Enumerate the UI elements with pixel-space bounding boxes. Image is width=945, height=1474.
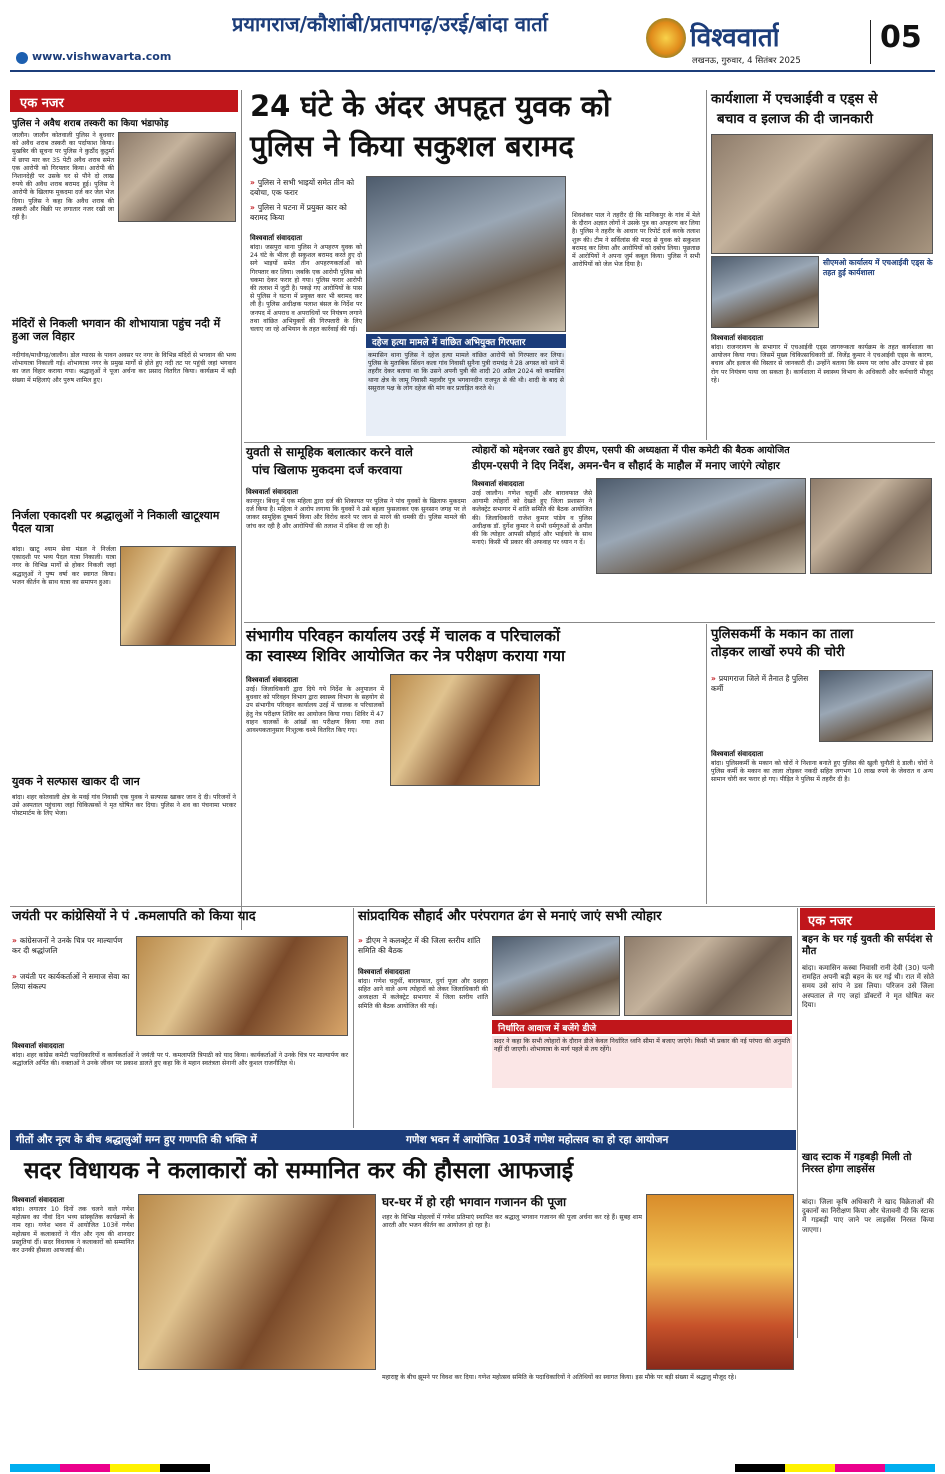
workshop-photo: [711, 134, 933, 254]
lead-headline-1: 24 घंटे के अंदर अपहृत युवक को: [250, 89, 611, 123]
aids-caption: सीएमओ कार्यालय में एचआईवी एड्स के तहत हुई कार्यशाला: [823, 258, 933, 277]
ganesh-story: [10, 1192, 796, 1458]
sulphas-story-title: युवक ने सल्फास खाकर दी जान: [12, 775, 140, 788]
transport-body: उरई। जिलाधिकारी द्वारा दिये गये निर्देश के अनुपालन में बुधवार को परिवहन विभाग द्वारा स्वास्थ्य विभाग के सहयोग से उप संभागीय परिवहन कार्यालय उरई में चालक व परिचालकों हेतु नेत्र परीक्षण शिविर का आयोजन किया गया। शिविर में 47 वाहन चालकों के आंखों का परीक्षण किया गया तथा आवश्यकतानुसार निःशुल्क चश्मे वितरित किए गए।: [246, 686, 384, 734]
lead-story: [244, 88, 704, 440]
procession-story-body: नदीगांव/माधौगढ़/जालौन। डोल ग्यारस के पावन अवसर पर नगर के विभिन्न मंदिरों से भगवान की भव्य शोभायात्रा निकाली गई। शोभायात्रा नगर के प्रमुख मार्गों से होते हुए नदी तट पर पहुंची जहां भगवान का जल विहार कराया गया। श्रद्धालुओं ने पूजा अर्चना कर प्रसाद वितरित किया। कार्यक्रम में बड़ी संख्या में महिलाएं और पुरुष शामिल हुए।: [12, 352, 236, 384]
peace-byline: विश्ववार्ता संवाददाता: [472, 480, 525, 488]
transport-headline-1: संभागीय परिवहन कार्यालय उरई में चालक व परिचालकों: [246, 627, 560, 645]
col-divider-2: [706, 90, 707, 440]
fertilizer-body: बांदा। जिला कृषि अधिकारी ने खाद विक्रेताओं की दुकानों का निरीक्षण किया और चेतावनी दी कि स्टाक में गड़बड़ी पाए जाने पर लाइसेंस निरस्त किया जाएगा।: [802, 1198, 934, 1234]
col-divider-3: [706, 624, 707, 904]
dj-callout-body: सदर ने कहा कि सभी त्योहारों के दौरान डीजे केवल निर्धारित ध्वनि सीमा में बजाए जाएंगे। किसी भी प्रकार की नई परंपरा की अनुमति नहीं दी जाएगी। शोभायात्रा के मार्ग पहले से तय रहेंगे।: [492, 1036, 792, 1088]
aids-story: [709, 88, 935, 440]
website-link[interactable]: www.vishwavarta.com: [32, 50, 172, 63]
congress-tribute-photo: [136, 936, 348, 1036]
brand-logo: [646, 18, 686, 58]
rape-body: कानपुर। बिधनू में एक महिला द्वारा दर्ज की शिकायत पर पुलिस ने पांच युवकों के खिलाफ मुकदमा दर्ज किया है। महिला ने आरोप लगाया कि युवकों ने उसे बहला फुसलाकर एक सुनसान जगह पर ले जाकर सामूहिक दुष्कर्म किया और विरोध करने पर जान से मारने की धमकी दी। पुलिस मामले की जांच कर रही है और आरोपियों की तलाश में दबिश दी जा रही है।: [246, 498, 466, 530]
aids-body: बांदा। राजनरायण के सभागार में एचआईवी एड्स जागरूकता कार्यक्रम के तहत कार्यशाला का आयोजन किया गया। जिसमें मुख्य चिकित्साधिकारी डॉ. विजेंद्र कुमार ने एचआईवी एड्स के कारण, बचाव और इलाज की विस्तार से जानकारी दी। उन्होंने बताया कि समय पर जांच और उपचार से इस रोग पर नियंत्रण पाया जा सकता है। कार्यशाला में स्वास्थ्य विभाग के अधिकारी और कर्मचारी मौजूद रहे।: [711, 344, 933, 384]
globe-icon: [16, 52, 28, 64]
dj-callout-title: निर्धारित आवाज में बजेंगे डीजे: [492, 1020, 792, 1034]
peace-meeting-photo-2: [810, 478, 932, 574]
sulphas-story-body: बांदा। शहर कोतवाली क्षेत्र के मवई गांव निवासी एक युवक ने सल्फास खाकर जान दे दी। परिजनों ने उसे अस्पताल पहुंचाया जहां चिकित्सकों ने मृत घोषित कर दिया। पुलिस ने शव का पंचनामा भरकर पोस्टमार्टम के लिए भेजा।: [12, 794, 236, 818]
theft-body: बांदा। पुलिसकर्मी के मकान को चोरों ने निशाना बनाते हुए पुलिस की खुली चुनौती दे डाली। चोरों ने पुलिस कर्मी के मकान का ताला तोड़कर नकदी सहित लगभग 10 लाख रुपये के जेवरात व अन्य सामान चोरी कर फरार हो गए। पीड़ित ने पुलिस में तहरीर दी है।: [711, 760, 933, 784]
dateline: लखनऊ, गुरुवार, 4 सितंबर 2025: [692, 56, 801, 66]
fertilizer-title: खाद स्टाक में गड़बड़ी मिली तो निरस्त होगा लाइसेंस: [802, 1152, 912, 1175]
congress-story: [10, 908, 350, 1128]
rape-story: [244, 444, 466, 620]
lead-byline: विश्ववार्ता संवाददाता: [250, 234, 303, 242]
arrest-photo: [366, 176, 566, 332]
col-divider-1: [241, 90, 242, 930]
theft-headline-1: पुलिसकर्मी के मकान का ताला: [711, 627, 854, 642]
ganesh-headline: सदर विधायक ने कलाकारों को सम्मानित कर की हौसला आफजाई: [24, 1158, 574, 1184]
artists-photo: [138, 1194, 376, 1370]
page-number: 05: [880, 20, 922, 55]
theft-bullet: » प्रयागराज जिले में तैनात है पुलिस कर्मी: [711, 674, 815, 694]
ek-nazar-2: [800, 908, 935, 1358]
theft-headline-2: तोड़कर लाखों रुपये की चोरी: [711, 645, 845, 660]
snakebite-title: बहन के घर गई युवती की सर्पदंश से मौत: [802, 934, 933, 957]
congress-body: बांदा। शहर कांग्रेस कमेटी पदाधिकारियों व कार्यकर्ताओं ने जयंती पर पं. कमलापति त्रिपाठी को याद किया। कार्यकर्ताओं ने उनके चित्र पर माल्यार्पण कर श्रद्धांजलि अर्पित की। वक्ताओं ने उनके जीवन पर प्रकाश डालते हुए कहा कि वे महान स्वतंत्रता सेनानी और कुशल राजनीतिज्ञ थे।: [12, 1052, 348, 1068]
row-rule-2: [244, 622, 935, 623]
transport-headline-2: का स्वास्थ्य शिविर आयोजित कर नेत्र परीक्षण कराया गया: [246, 647, 566, 665]
left-column: [10, 90, 238, 930]
snakebite-body: बांदा। कमासिन कस्बा निवासी रानी देवी (30) पत्नी रामहित अपनी बड़ी बहन के घर गई थी। रात में सोते समय उसे सांप ने डस लिया। परिजन उसे जिला अस्पताल ले गए जहां डॉक्टरों ने मृत घोषित कर दिया।: [802, 964, 934, 1009]
congress-bullet-2: » जयंती पर कार्यकर्ताओं ने समाज सेवा का लिया संकल्प: [12, 972, 132, 992]
harmony-photo-2: [624, 936, 792, 1016]
transport-story: [244, 624, 704, 904]
liquor-story-body: जालौन। जालौन कोतवाली पुलिस ने बुधवार को अवैध शराब तस्करी का पर्दाफाश किया। मुखबिर की सूचना पर पुलिस ने कुठौंद कुठुर्मा में छापा मार कर 35 पेटी अवैध शराब समेत एक आरोपी को गिरफ्तार किया। आरोपी की निशानदेही पर उसके घर से पौने दो लाख रुपये की अवैध शराब बरामद हुई। पुलिस ने आरोपी के खिलाफ मुकदमा दर्ज कर जेल भेज दिया। पुलिस ने कहा कि अवैध शराब की तस्करी और बिक्री पर लगातार नजर रखी जा रही है।: [12, 132, 114, 221]
logo-text: विश्ववार्ता: [690, 23, 780, 53]
dowry-caption: दहेज हत्या मामले में वांछित अभियुक्त गिरफ्तार: [366, 334, 566, 348]
workshop-photo-inset: [711, 256, 819, 328]
ganesh-sub-body: शहर के विभिन्न मोहल्लों में गणेश प्रतिमाएं स्थापित कर श्रद्धालु भगवान गजानन की पूजा अर्चना कर रहे हैं। सुबह शाम आरती और भजन कीर्तन का आयोजन हो रहा है।: [382, 1214, 642, 1230]
harmony-meeting-photo: [492, 936, 620, 1016]
lead-bullet-2: » पुलिस ने घटना में प्रयुक्त कार को बरामद किया: [250, 203, 360, 223]
lead-body: बांदा। जसपुरा थाना पुलिस ने अपहरण युवक को 24 घंटे के भीतर ही सकुशल बरामद करते हुए दो सगे भाइयों समेत तीन अपहरणकर्ताओं को गिरफ्तार कर लिया। जबकि एक आरोपी पुलिस को चकमा देकर फरार हो गया। पुलिस फरार आरोपी की तलाश में जुटी है। पकड़े गए आरोपियों के पास से पुलिस ने घटना में प्रयुक्त कार भी बरामद कर ली है। पुलिस अधीक्षक पलाश बंसल के निर्देश पर जनपद में अपराध व अपराधियों पर नियंत्रण लगाने तथा वांछित अभियुक्तों की गिरफ्तारी के लिए चलाए जा रहे अभियान के तहत कार्रवाई की गई।: [250, 244, 362, 333]
congress-bullet-1: » कांग्रेसजनों ने उनके चित्र पर माल्यार्पण कर दी श्रद्धांजलि: [12, 936, 132, 956]
procession-story-title: मंदिरों से निकली भगवान की शोभायात्रा पहुंच नदी में हुआ जल विहार: [12, 317, 221, 343]
lead-bullet-1: » पुलिस ने सभी भाइयों समेत तीन को दबोचा, एक फरार: [250, 178, 360, 198]
page-divider: [870, 20, 871, 64]
dowry-caption-body: कमासिन थाना पुलिस ने दहेज हत्या मामले वांछित आरोपी को गिरफ्तार कर लिया। पुलिस के मुताबिक सिंधन कला गांव निवासी सुनैना पुत्री रामचंद्र ने 28 अगस्त को थाने में तहरीर देकर बताया था कि उसने अपनी पुत्री की शादी 20 अप्रैल 2024 को कमासिन थाना क्षेत्र के जामू निवासी महावीर पुत्र भगवानदीन राजपूत से की थी। शादी के बाद से ससुराल पक्ष के लोग दहेज की मांग कर प्रताड़ित करते थे।: [366, 350, 566, 436]
aids-headline-1: कार्यशाला में एचआईवी व एड्स से: [711, 91, 878, 107]
rape-headline-2: पांच खिलाफ मुकदमा दर्ज करवाया: [252, 463, 402, 477]
registration-strip-left: [10, 1464, 210, 1472]
row-rule-1: [244, 442, 935, 443]
lead-headline-2: पुलिस ने किया सकुशल बरामद: [250, 129, 574, 163]
ganesh-strip: [10, 1130, 796, 1150]
liquor-seizure-photo: [118, 132, 236, 222]
ganesh-subheadline: घर-घर में हो रही भगवान गजानन की पूजा: [382, 1195, 567, 1209]
khatushyam-story-body: बांदा। खाटू श्याम सेवा मंडल ने निर्जला एकादशी पर भव्य पैदल यात्रा निकाली। यात्रा नगर के विभिन्न मार्गों से होकर निकली जहां श्रद्धालुओं ने पुष्प वर्षा कर स्वागत किया। भजन कीर्तन के साथ यात्रा का समापन हुआ।: [12, 546, 116, 586]
peace-headline-1: त्योहारों को मद्देनजर रखते हुए डीएम, एसपी की अध्यक्षता में पीस कमेटी की बैठक आयोजित: [472, 445, 790, 456]
theft-photo: [819, 670, 933, 742]
header-rule: [10, 70, 935, 72]
ganesh-right-body: महाराष्ट्र के बीच झूमने पर विवश कर दिया। गणेश महोत्सव समिति के पदाधिकारियों ने अतिथियों का स्वागत किया। इस मौके पर बड़ी संख्या में श्रद्धालु मौजूद रहे।: [382, 1374, 737, 1381]
ek-nazar-label: एक नजर: [10, 90, 238, 112]
congress-byline: विश्ववार्ता संवाददाता: [12, 1042, 65, 1050]
ganesh-byline: विश्ववार्ता संवाददाता: [12, 1196, 65, 1204]
harmony-story: [356, 908, 794, 1128]
harmony-byline: विश्ववार्ता संवाददाता: [358, 968, 411, 976]
masthead: [0, 0, 945, 72]
ganesh-idol-photo: [646, 1194, 794, 1370]
health-camp-photo: [390, 674, 540, 786]
peace-body: उरई जालौन। गणेश चतुर्थी और बारावफात जैसे आगामी त्योहारों को देखते हुए जिला प्रशासन ने कलेक्ट्रेट सभागार में शांति समिति की बैठक आयोजित की। जिलाधिकारी राजेश कुमार पांडेय व पुलिस अधीक्षक डॉ. दुर्गेश कुमार ने सभी धर्मगुरुओं से अपील की कि त्योहार आपसी सौहार्द और भाईचारे के साथ मनाएं। किसी भी प्रकार की अफवाह पर ध्यान न दें।: [472, 490, 592, 547]
harmony-body: बांदा। गणेश चतुर्थी, बारावफात, दुर्गा पूजा और दशहरा सहित आने वाले अन्य त्योहारों को लेकर जिलाधिकारी की अध्यक्षता में कलेक्ट्रेट सभागार में जिला स्तरीय शांति समिति की बैठक आयोजित की गई।: [358, 978, 488, 1010]
transport-byline: विश्ववार्ता संवाददाता: [246, 676, 299, 684]
peace-headline-2: डीएम-एसपी ने दिए निर्देश, अमन-चैन व सौहार्द के माहौल में मनाए जाएंगे त्योहार: [472, 460, 780, 472]
harmony-headline: सांप्रदायिक सौहार्द और परंपरागत ढंग से मनाएं जाएं सभी त्योहार: [358, 909, 662, 924]
peace-meeting-photo: [596, 478, 806, 574]
khatushyam-photo: [120, 546, 236, 646]
aids-headline-2: बचाव व इलाज की दी जानकारी: [717, 111, 874, 127]
ganesh-body: बांदा। लगातार 10 दिनों तक चलने वाले गणेश महोत्सव का नौवां दिन भव्य सांस्कृतिक कार्यक्रमों के नाम रहा। गणेश भवन में आयोजित 103वें गणेश महोत्सव में कलाकारों ने गीत और नृत्य की शानदार प्रस्तुतियां दीं। सदर विधायक ने कलाकारों को सम्मानित कर उनकी हौसला आफजाई की।: [12, 1206, 134, 1254]
rape-headline-1: युवती से सामूहिक बलात्कार करने वाले: [246, 445, 413, 459]
ek-nazar-2-label: एक नजर: [800, 908, 935, 930]
peace-story: [470, 444, 935, 620]
col-divider-5: [797, 908, 798, 1338]
khatushyam-story-title: निर्जला एकादशी पर श्रद्धालुओं ने निकाली खाटूश्याम पैदल यात्रा: [12, 509, 220, 535]
col-divider-4: [353, 908, 354, 1128]
section-title: प्रयागराज/कौशांबी/प्रतापगढ़/उरई/बांदा वार्ता: [232, 12, 548, 36]
theft-byline: विश्ववार्ता संवाददाता: [711, 750, 764, 758]
strip-right-text: गणेश भवन में आयोजित 103वें गणेश महोत्सव का हो रहा आयोजन: [406, 1134, 669, 1146]
liquor-story-title: पुलिस ने अवैध शराब तस्करी का किया भंडाफोड़: [12, 119, 169, 129]
harmony-bullet: » डीएम ने कलक्ट्रेट में की जिला स्तरीय शांति समिति की बैठक: [358, 936, 488, 956]
congress-headline: जयंती पर कांग्रेसियों ने पं .कमलापति को किया याद: [12, 909, 256, 924]
aids-byline: विश्ववार्ता संवाददाता: [711, 334, 764, 342]
row-rule-3: [10, 906, 935, 907]
rape-byline: विश्ववार्ता संवाददाता: [246, 488, 299, 496]
strip-left-text: गीतों और नृत्य के बीच श्रद्धालुओं मग्न हुए गणपति की भक्ति में: [16, 1134, 257, 1146]
theft-story: [709, 624, 935, 904]
registration-strip-right: [735, 1464, 935, 1472]
lead-col3-body: शिवशंकर पाल ने तहरीर दी कि मानिकपुर के गांव में मेले के दौरान अज्ञात लोगों ने उसके पुत्र का अपहरण कर लिया है। पुलिस ने तहरीर के आधार पर रिपोर्ट दर्ज करके तलाश शुरू की। टीम ने सर्विलांस की मदद से युवक को सकुशल बरामद कर लिया और आरोपियों को दबोच लिया। पूछताछ में आरोपियों ने अपना जुर्म कबूल किया। पुलिस ने सभी आरोपियों को जेल भेज दिया है।: [572, 212, 700, 269]
